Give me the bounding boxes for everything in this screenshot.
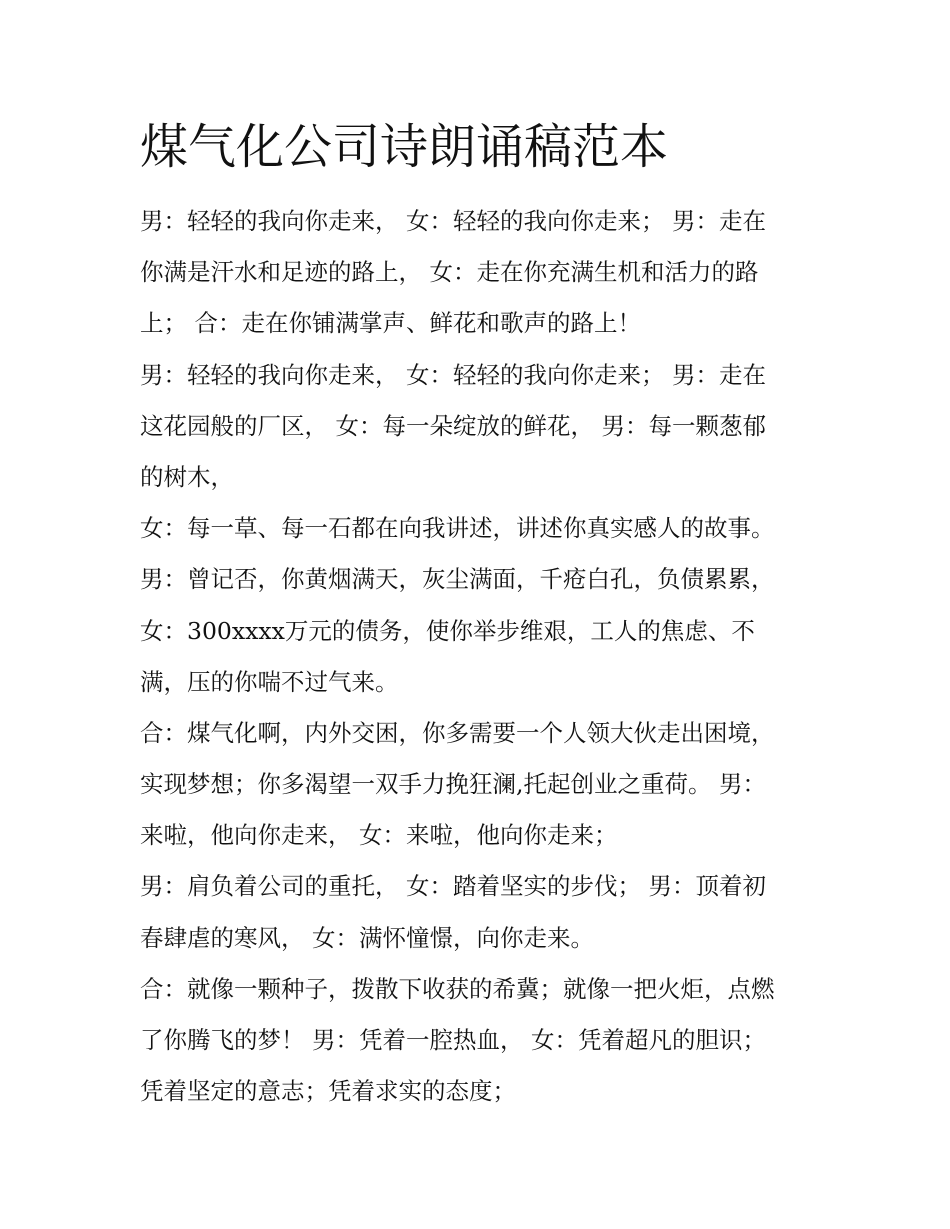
text-line: 来啦，他向你走来， 女：来啦，他向你走来； — [140, 821, 618, 850]
text-line: 实现梦想；你多渴望一双手力挽狂澜,托起创业之重荷。 男： — [140, 770, 766, 799]
poem-body — [140, 196, 840, 1117]
text-line: 男：曾记否，你黄烟满天，灰尘满面，千疮白孔，负债累累， — [140, 565, 775, 594]
text-line: 凭着坚定的意志；凭着求实的态度； — [140, 1077, 516, 1106]
text-line: 女：每一草、每一石都在向我讲述，讲述你真实感人的故事。 — [140, 514, 775, 543]
text-line: 了你腾飞的梦！ 男：凭着一腔热血， 女：凭着超凡的胆识； — [140, 1026, 766, 1054]
text-line: 这花园般的厂区， 女：每一朵绽放的鲜花， 男：每一颗葱郁 — [140, 411, 766, 440]
text-line: 合：煤气化啊，内外交困，你多需要一个人领大伙走出困境， — [140, 718, 775, 747]
text-line: 你满是汗水和足迹的路上， 女：走在你充满生机和活力的路 — [140, 258, 759, 287]
text-line: 女：300xxxx万元的债务，使你举步维艰，工人的焦虑、不 — [140, 616, 755, 645]
text-line: 合：就像一颗种子，拨散下收获的希冀；就像一把火炬，点燃 — [140, 974, 775, 1003]
text-line: 男：肩负着公司的重托， 女：踏着坚实的步伐； 男：顶着初 — [140, 872, 766, 901]
text-line: 的树木， — [140, 462, 234, 491]
text-line: 男：轻轻的我向你走来， 女：轻轻的我向你走来； 男：走在 — [140, 207, 766, 235]
page-title: 煤气化公司诗朗诵稿范本 — [140, 119, 669, 175]
text-line: 春肆虐的寒风， 女：满怀憧憬，向你走来。 — [140, 923, 594, 952]
text-line: 上； 合：走在你铺满掌声、鲜花和歌声的路上！ — [140, 309, 641, 338]
text-line: 男：轻轻的我向你走来， 女：轻轻的我向你走来； 男：走在 — [140, 360, 766, 389]
text-line: 满，压的你喘不过气来。 — [140, 667, 399, 696]
